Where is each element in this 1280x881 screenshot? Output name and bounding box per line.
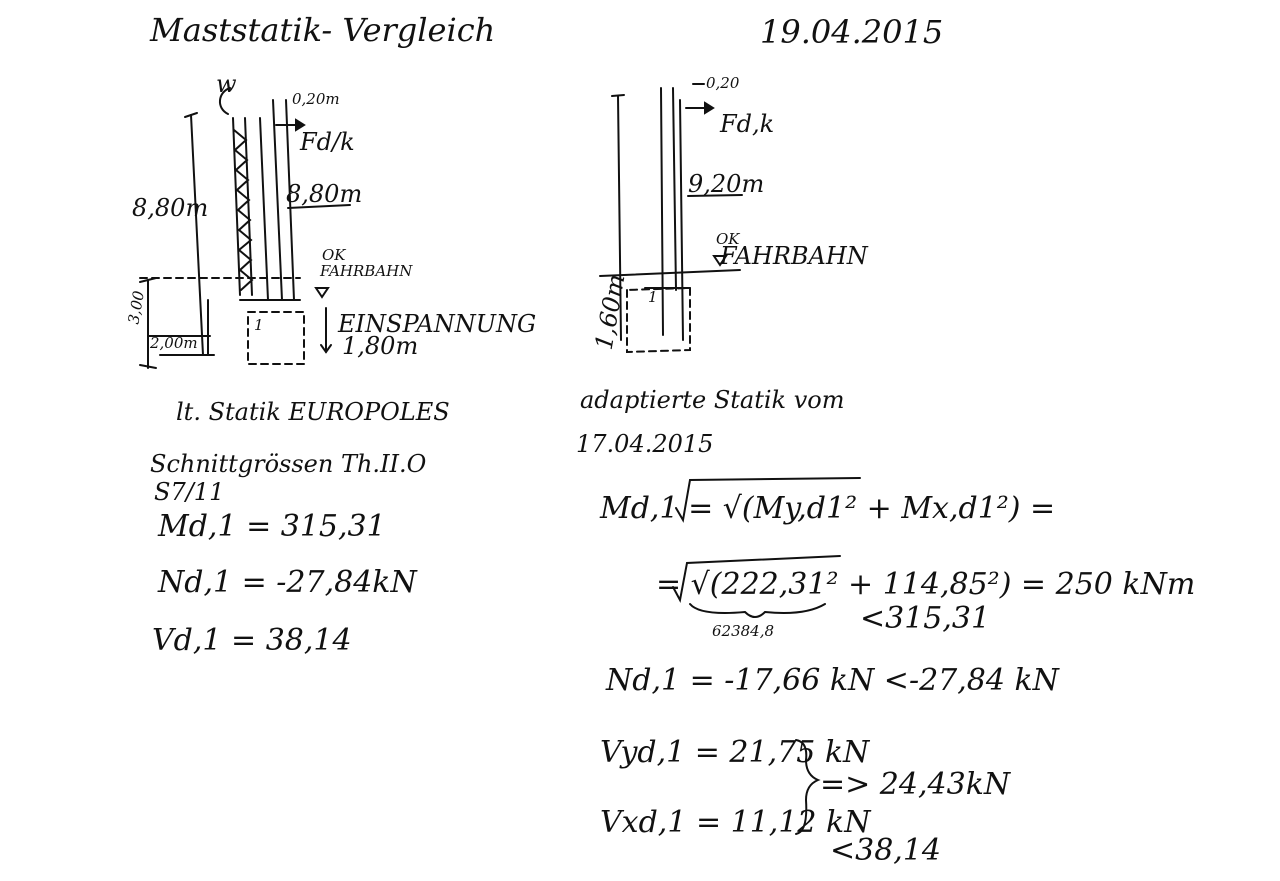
right-md-subtotal: 62384,8 xyxy=(712,622,775,640)
right-nd-value: Nd,1 = -17,66 kN <-27,84 kN xyxy=(606,663,1059,698)
left-depth-lower: 2,00m xyxy=(150,334,198,352)
page-date: 19.04.2015 xyxy=(760,13,944,51)
left-depth-total: 3,00 xyxy=(124,289,148,326)
right-vy-value: Vyd,1 = 21,75 kN xyxy=(600,735,870,770)
right-height-label: 8,80m xyxy=(286,180,363,208)
right-md-formula: Md,1 = √(My,d1² + Mx,d1²) = xyxy=(600,491,1056,526)
right-height-label: 9,20m xyxy=(688,170,765,198)
left-calc-line1: Schnittgrössen Th.II.O xyxy=(150,450,427,478)
left-ok-label: OK xyxy=(322,246,346,264)
right-section-marker: 1 xyxy=(648,288,658,306)
right-top-dimension: 0,20 xyxy=(706,74,740,92)
right-depth-label: 1,60m xyxy=(589,272,631,352)
left-top-dimension: 0,20m xyxy=(292,90,340,108)
right-v-compare: <38,14 xyxy=(830,833,942,868)
right-md-compare: <315,31 xyxy=(860,601,991,636)
left-vd-value: Vd,1 = 38,14 xyxy=(152,623,352,658)
right-calc-date: 17.04.2015 xyxy=(576,430,714,458)
right-force-label: Fd,k xyxy=(720,110,775,138)
right-md-numeric: = √(222,31² + 114,85²) = 250 kNm xyxy=(656,567,1196,602)
left-fahrbahn-label: FAHRBAHN xyxy=(320,262,413,280)
right-v-result: => 24,43kN xyxy=(820,767,1011,802)
wind-symbol: w xyxy=(216,70,237,98)
left-md-value: Md,1 = 315,31 xyxy=(158,509,386,544)
left-calc-line2: S7/11 xyxy=(154,478,225,506)
page-title: Maststatik- Vergleich xyxy=(150,11,496,49)
left-height-label: 8,80m xyxy=(132,194,209,222)
einspannung-label: EINSPANNUNG xyxy=(338,310,537,338)
left-section-marker: 1 xyxy=(254,316,264,334)
left-calc-heading: lt. Statik EUROPOLES xyxy=(176,398,450,426)
left-force-label: Fd/k xyxy=(300,128,355,156)
right-vx-value: Vxd,1 = 11,12 kN xyxy=(600,805,871,840)
right-fahrbahn-label: FAHRBAHN xyxy=(720,242,868,270)
left-nd-value: Nd,1 = -27,84kN xyxy=(158,565,417,600)
einspannung-depth: 1,80m xyxy=(342,332,419,360)
right-calc-heading: adaptierte Statik vom xyxy=(580,386,845,414)
right-ok-label: OK xyxy=(716,230,740,248)
